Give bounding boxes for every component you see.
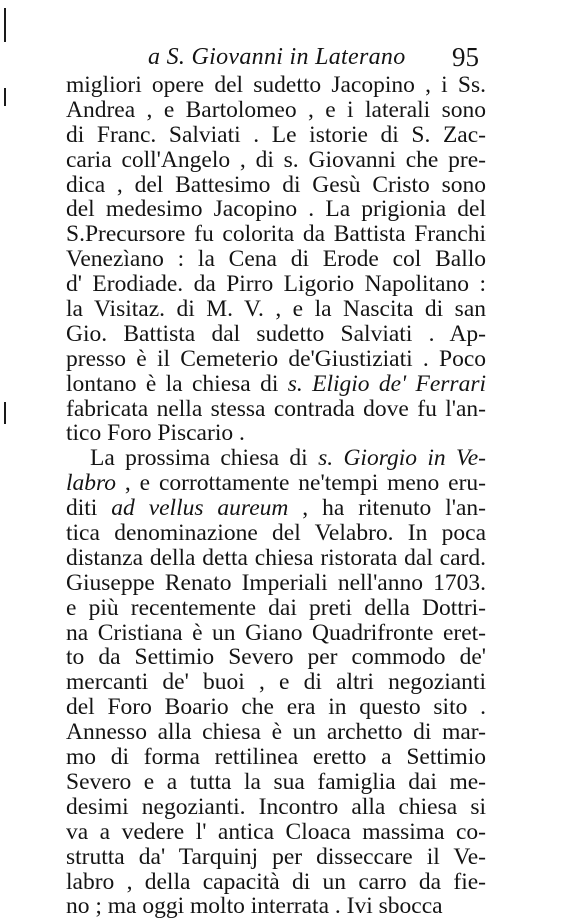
text-run: S.Precursore fu colorita da Battista Franchi bbox=[66, 221, 486, 248]
text-line bbox=[66, 695, 486, 720]
text-run: strutta da' Tarquinj per disseccare il Ve- bbox=[66, 843, 486, 870]
text-line bbox=[66, 745, 486, 770]
text-line bbox=[66, 98, 486, 123]
text-line bbox=[66, 795, 486, 820]
text-line bbox=[66, 197, 486, 222]
text-line bbox=[66, 297, 486, 322]
text-run: Venezìano : la Cena di Erode col Ballo bbox=[66, 246, 486, 273]
text-run: va a vedere l' antica Cloaca massima co- bbox=[66, 818, 486, 845]
text-line bbox=[66, 123, 486, 148]
text-line bbox=[66, 596, 486, 621]
text-run: diti bbox=[66, 495, 112, 522]
text-run: no ; ma oggi molto interrata . Ivi sbocca bbox=[66, 893, 443, 919]
text-line bbox=[66, 621, 486, 646]
text-line bbox=[66, 720, 486, 745]
text-run: dica , del Battesimo di Gesù Cristo sono bbox=[66, 171, 486, 198]
italic-text: s. Eligio de' Ferrari bbox=[287, 370, 486, 397]
text-line bbox=[66, 845, 486, 870]
text-line bbox=[66, 894, 486, 919]
text-line bbox=[66, 247, 486, 272]
text-line bbox=[66, 397, 486, 422]
text-run: La prossima chiesa di bbox=[90, 445, 319, 472]
text-line bbox=[66, 546, 486, 571]
text-run: Andrea , e Bartolomeo , e i laterali sono bbox=[66, 96, 486, 123]
text-run: d' Erodiade. da Pirro Ligorio Napolitano : bbox=[66, 271, 486, 298]
text-run: , e corrottamente ne'tempi meno eru- bbox=[116, 470, 486, 497]
text-run: Gio. Battista dal sudetto Salviati . Ap- bbox=[66, 320, 486, 347]
text-run: mo di forma rettilinea eretto a Settimio bbox=[66, 744, 486, 771]
text-line bbox=[66, 496, 486, 521]
text-run: e più recentemente dai preti della Dottri- bbox=[66, 594, 486, 621]
text-line bbox=[66, 770, 486, 795]
page-header bbox=[0, 44, 586, 74]
text-run: presso è il Cemeterio de'Giustiziati . Poco bbox=[66, 345, 486, 372]
text-run: , ha ritenuto l'an- bbox=[288, 495, 486, 522]
text-run: to da Settimio Severo per commodo de' bbox=[66, 644, 486, 671]
page-number: 95 bbox=[452, 42, 479, 72]
page-edge-mark bbox=[4, 8, 6, 42]
page-edge-mark bbox=[4, 88, 6, 106]
text-line bbox=[66, 571, 486, 596]
text-line bbox=[66, 446, 486, 471]
text-run: Severo e a tutta la sua famiglia dai me- bbox=[66, 768, 486, 795]
text-line bbox=[66, 670, 486, 695]
text-run: di Franc. Salviati . Le istorie di S. Zac- bbox=[66, 121, 486, 148]
italic-text: ad vellus aureum bbox=[111, 495, 289, 522]
running-title: a S. Giovanni in Laterano bbox=[148, 44, 406, 70]
text-run: tico Foro Piscario . bbox=[66, 420, 245, 447]
text-line bbox=[66, 820, 486, 845]
text-line bbox=[66, 148, 486, 173]
text-run: del medesimo Jacopino . La prigionia del bbox=[66, 196, 486, 223]
text-run: desimi negozianti. Incontro alla chiesa si bbox=[66, 793, 486, 820]
text-run: mercanti de' buoi , e di altri negozianti bbox=[66, 669, 486, 696]
text-line bbox=[66, 645, 486, 670]
text-line bbox=[66, 173, 486, 198]
text-line bbox=[66, 372, 486, 397]
italic-text: labro bbox=[66, 470, 117, 497]
text-run: fabricata nella stessa contrada dove fu l'an- bbox=[66, 395, 486, 422]
page-edge-mark bbox=[4, 402, 6, 424]
text-run: lontano è la chiesa di bbox=[66, 370, 288, 397]
text-run: tica denominazione del Velabro. In poca bbox=[66, 520, 486, 547]
text-run: la Visitaz. di M. V. , e la Nascita di san bbox=[66, 296, 486, 323]
italic-text: s. Giorgio in Ve- bbox=[318, 445, 487, 472]
text-run: distanza della detta chiesa ristorata dal card. bbox=[66, 544, 486, 571]
text-run: migliori opere del sudetto Jacopino , i Ss. bbox=[66, 72, 486, 98]
text-run: caria coll'Angelo , di s. Giovanni che pre- bbox=[66, 146, 486, 173]
text-line bbox=[66, 73, 486, 98]
text-run: Giuseppe Renato Imperiali nell'anno 1703. bbox=[66, 569, 486, 596]
text-line bbox=[66, 870, 486, 895]
text-run: na Cristiana è un Giano Quadrifronte eret- bbox=[66, 619, 486, 646]
text-line bbox=[66, 322, 486, 347]
body-text bbox=[66, 73, 486, 919]
text-run: Annesso alla chiesa è un archetto di mar- bbox=[66, 719, 486, 746]
text-line bbox=[66, 521, 486, 546]
text-line bbox=[66, 222, 486, 247]
text-line bbox=[66, 421, 486, 446]
text-line bbox=[66, 272, 486, 297]
text-run: del Foro Boario che era in questo sito . bbox=[66, 694, 486, 721]
text-line bbox=[66, 347, 486, 372]
text-run: labro , della capacità di un carro da fie- bbox=[66, 868, 486, 895]
text-line bbox=[66, 471, 486, 496]
